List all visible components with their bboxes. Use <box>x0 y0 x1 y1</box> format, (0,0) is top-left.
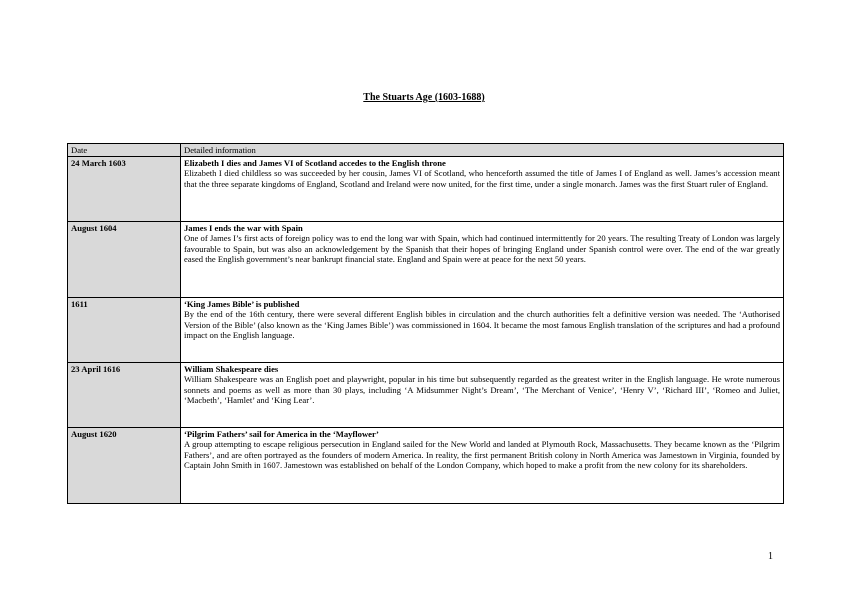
event-date: 23 April 1616 <box>68 362 181 427</box>
page-number: 1 <box>768 551 773 562</box>
table-row <box>68 427 784 503</box>
event-date: 24 March 1603 <box>68 156 181 221</box>
table-row <box>68 221 784 297</box>
table-row <box>68 362 784 427</box>
event-info-cell <box>181 427 784 503</box>
event-info-cell <box>181 362 784 427</box>
event-heading: Elizabeth I dies and James VI of Scotland accedes to the English throne <box>184 157 446 168</box>
table-header-row <box>68 144 784 157</box>
event-date: August 1620 <box>68 427 181 503</box>
event-description: Elizabeth I died childless so was succeeded by her cousin, James VI of Scotland, who henceforth assumed the title of James I of England as well. James’s accession meant that the three separate kingdoms of England, Scotland and Ireland were now united, for the first time, under a single monarch. James was the first Stuart ruler of England. <box>184 168 780 189</box>
table-row <box>68 297 784 362</box>
event-description: A group attempting to escape religious persecution in England sailed for the New World and landed at Plymouth Rock, Massachusetts. They became known as the ‘Pilgrim Fathers’, and are often portrayed as the founders of modern America. In reality, the first permanent British colony in North America was Jamestown in Virginia, founded by Captain John Smith in 1607. Jamestown was established on behalf of the London Company, which hoped to make a profit from the new colony for its shareholders. <box>184 439 780 471</box>
event-date: August 1604 <box>68 221 181 297</box>
event-info-cell <box>181 156 784 221</box>
event-info-cell <box>181 297 784 362</box>
event-heading: James I ends the war with Spain <box>184 222 303 233</box>
page-title: The Stuarts Age (1603-1688) <box>363 92 485 103</box>
event-heading: ‘King James Bible’ is published <box>184 298 300 309</box>
event-description: By the end of the 16th century, there were several different English bibles in circulation and the church authorities felt a definitive version was needed. The ‘Authorised Version of the Bible’ (also known as the ‘King James Bible’) was commissioned in 1604. It became the most famous English translation of the scriptures and had a profound impact on the English language. <box>184 309 780 341</box>
event-date: 1611 <box>68 297 181 362</box>
info-column-header: Detailed information <box>181 144 784 157</box>
event-heading: William Shakespeare dies <box>184 363 279 374</box>
table-row <box>68 156 784 221</box>
event-description: William Shakespeare was an English poet and playwright, popular in his time but subsequently regarded as the greatest writer in the English language. He wrote numerous sonnets and poems as well as more than 30 plays, including ‘A Midsummer Night’s Dream’, ‘The Merchant of Venice’, ‘Henry V’, ‘Richard III’, ‘Romeo and Juliet, ‘Macbeth’, ‘Hamlet’ and ‘King Lear’. <box>184 374 780 406</box>
timeline-table <box>67 143 784 504</box>
event-info-cell <box>181 221 784 297</box>
date-column-header: Date <box>68 144 181 157</box>
event-heading: ‘Pilgrim Fathers’ sail for America in the ‘Mayflower’ <box>184 428 379 439</box>
event-description: One of James I’s first acts of foreign policy was to end the long war with Spain, which had continued intermittently for 20 years. The resulting Treaty of London was largely favourable to Spain, but was also an acknowledgement by the Spanish that their hopes of bringing England under Spanish control were over. The end of the war greatly eased the English government’s near bankrupt financial state. England and Spain were at peace for the next 50 years. <box>184 233 780 265</box>
